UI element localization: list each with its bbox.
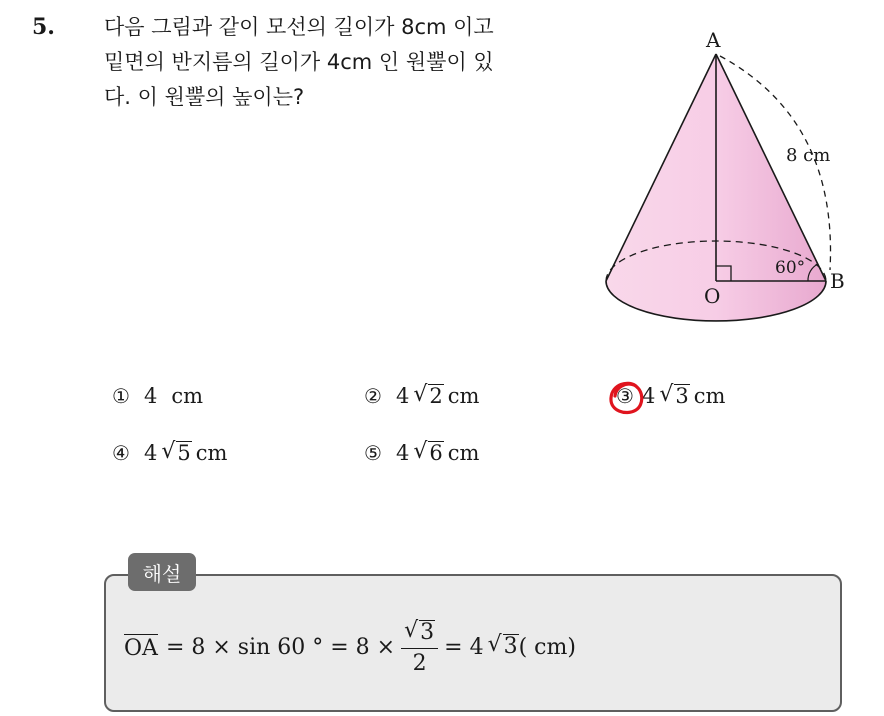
- choice-3-sqrt: √ 3: [659, 382, 689, 408]
- choice-2[interactable]: [364, 384, 479, 408]
- solution-tag: 해설: [128, 553, 196, 591]
- choice-5[interactable]: [364, 441, 479, 465]
- answer-circle-mark: [606, 378, 646, 418]
- choice-4[interactable]: [112, 441, 227, 465]
- label-a: A: [706, 28, 721, 52]
- choice-2-radicand: 2: [429, 384, 443, 408]
- choice-2-unit: cm: [447, 384, 480, 409]
- question-line-1: 다음 그림과 같이 모선의 길이가 8cm 이고: [104, 15, 494, 39]
- sqrt3-over-2-fraction: [401, 618, 438, 675]
- choice-2-mark: ②: [364, 384, 382, 409]
- choice-3-radicand: 3: [675, 384, 689, 408]
- choice-3-mark: ③: [616, 384, 634, 409]
- choice-1[interactable]: [112, 384, 203, 408]
- solution-formula: [124, 612, 576, 682]
- result-radicand: 3: [503, 634, 518, 660]
- choice-4-unit: cm: [195, 441, 228, 466]
- choice-5-radicand: 6: [429, 441, 443, 465]
- label-b: B: [830, 269, 845, 293]
- choice-1-coef: 4: [143, 384, 158, 408]
- result-unit: ( cm): [518, 634, 576, 660]
- choice-4-sqrt: √ 5: [161, 439, 191, 465]
- formula-part-2: = 4: [444, 634, 484, 660]
- slant-length-label: 8 cm: [786, 145, 831, 166]
- choice-3-coef: 4: [641, 384, 656, 409]
- question-text: [104, 10, 584, 115]
- choice-1-mark: ①: [112, 384, 130, 408]
- choice-4-coef: 4: [143, 441, 158, 466]
- fraction-denominator: 2: [412, 650, 427, 676]
- choice-2-sqrt: √ 2: [413, 382, 443, 408]
- formula-part-1: = 8 × sin 60 ° = 8 ×: [165, 634, 396, 660]
- question-number: 5.: [32, 14, 55, 40]
- choice-5-unit: cm: [447, 441, 480, 466]
- question-line-2: 밑면의 반지름의 길이가 4cm 인 원뿔이 있: [104, 50, 494, 74]
- cone-figure: [590, 20, 860, 340]
- choice-5-sqrt: √ 6: [413, 439, 443, 465]
- choice-5-mark: ⑤: [364, 441, 382, 466]
- fraction-numerator: 3: [420, 620, 435, 646]
- choice-4-mark: ④: [112, 441, 130, 466]
- choice-1-unit: cm: [171, 384, 203, 408]
- fraction-sqrt: √ 3: [404, 618, 435, 646]
- choice-3-unit: cm: [693, 384, 726, 409]
- question-line-3: 다. 이 원뿔의 높이는?: [104, 85, 305, 109]
- choice-5-coef: 4: [395, 441, 410, 466]
- angle-label: 60°: [775, 258, 806, 278]
- result-sqrt: √ 3: [487, 632, 518, 660]
- label-o: O: [704, 284, 721, 308]
- choice-4-radicand: 5: [177, 441, 191, 465]
- segment-oa: OA: [124, 635, 158, 661]
- choice-2-coef: 4: [395, 384, 410, 409]
